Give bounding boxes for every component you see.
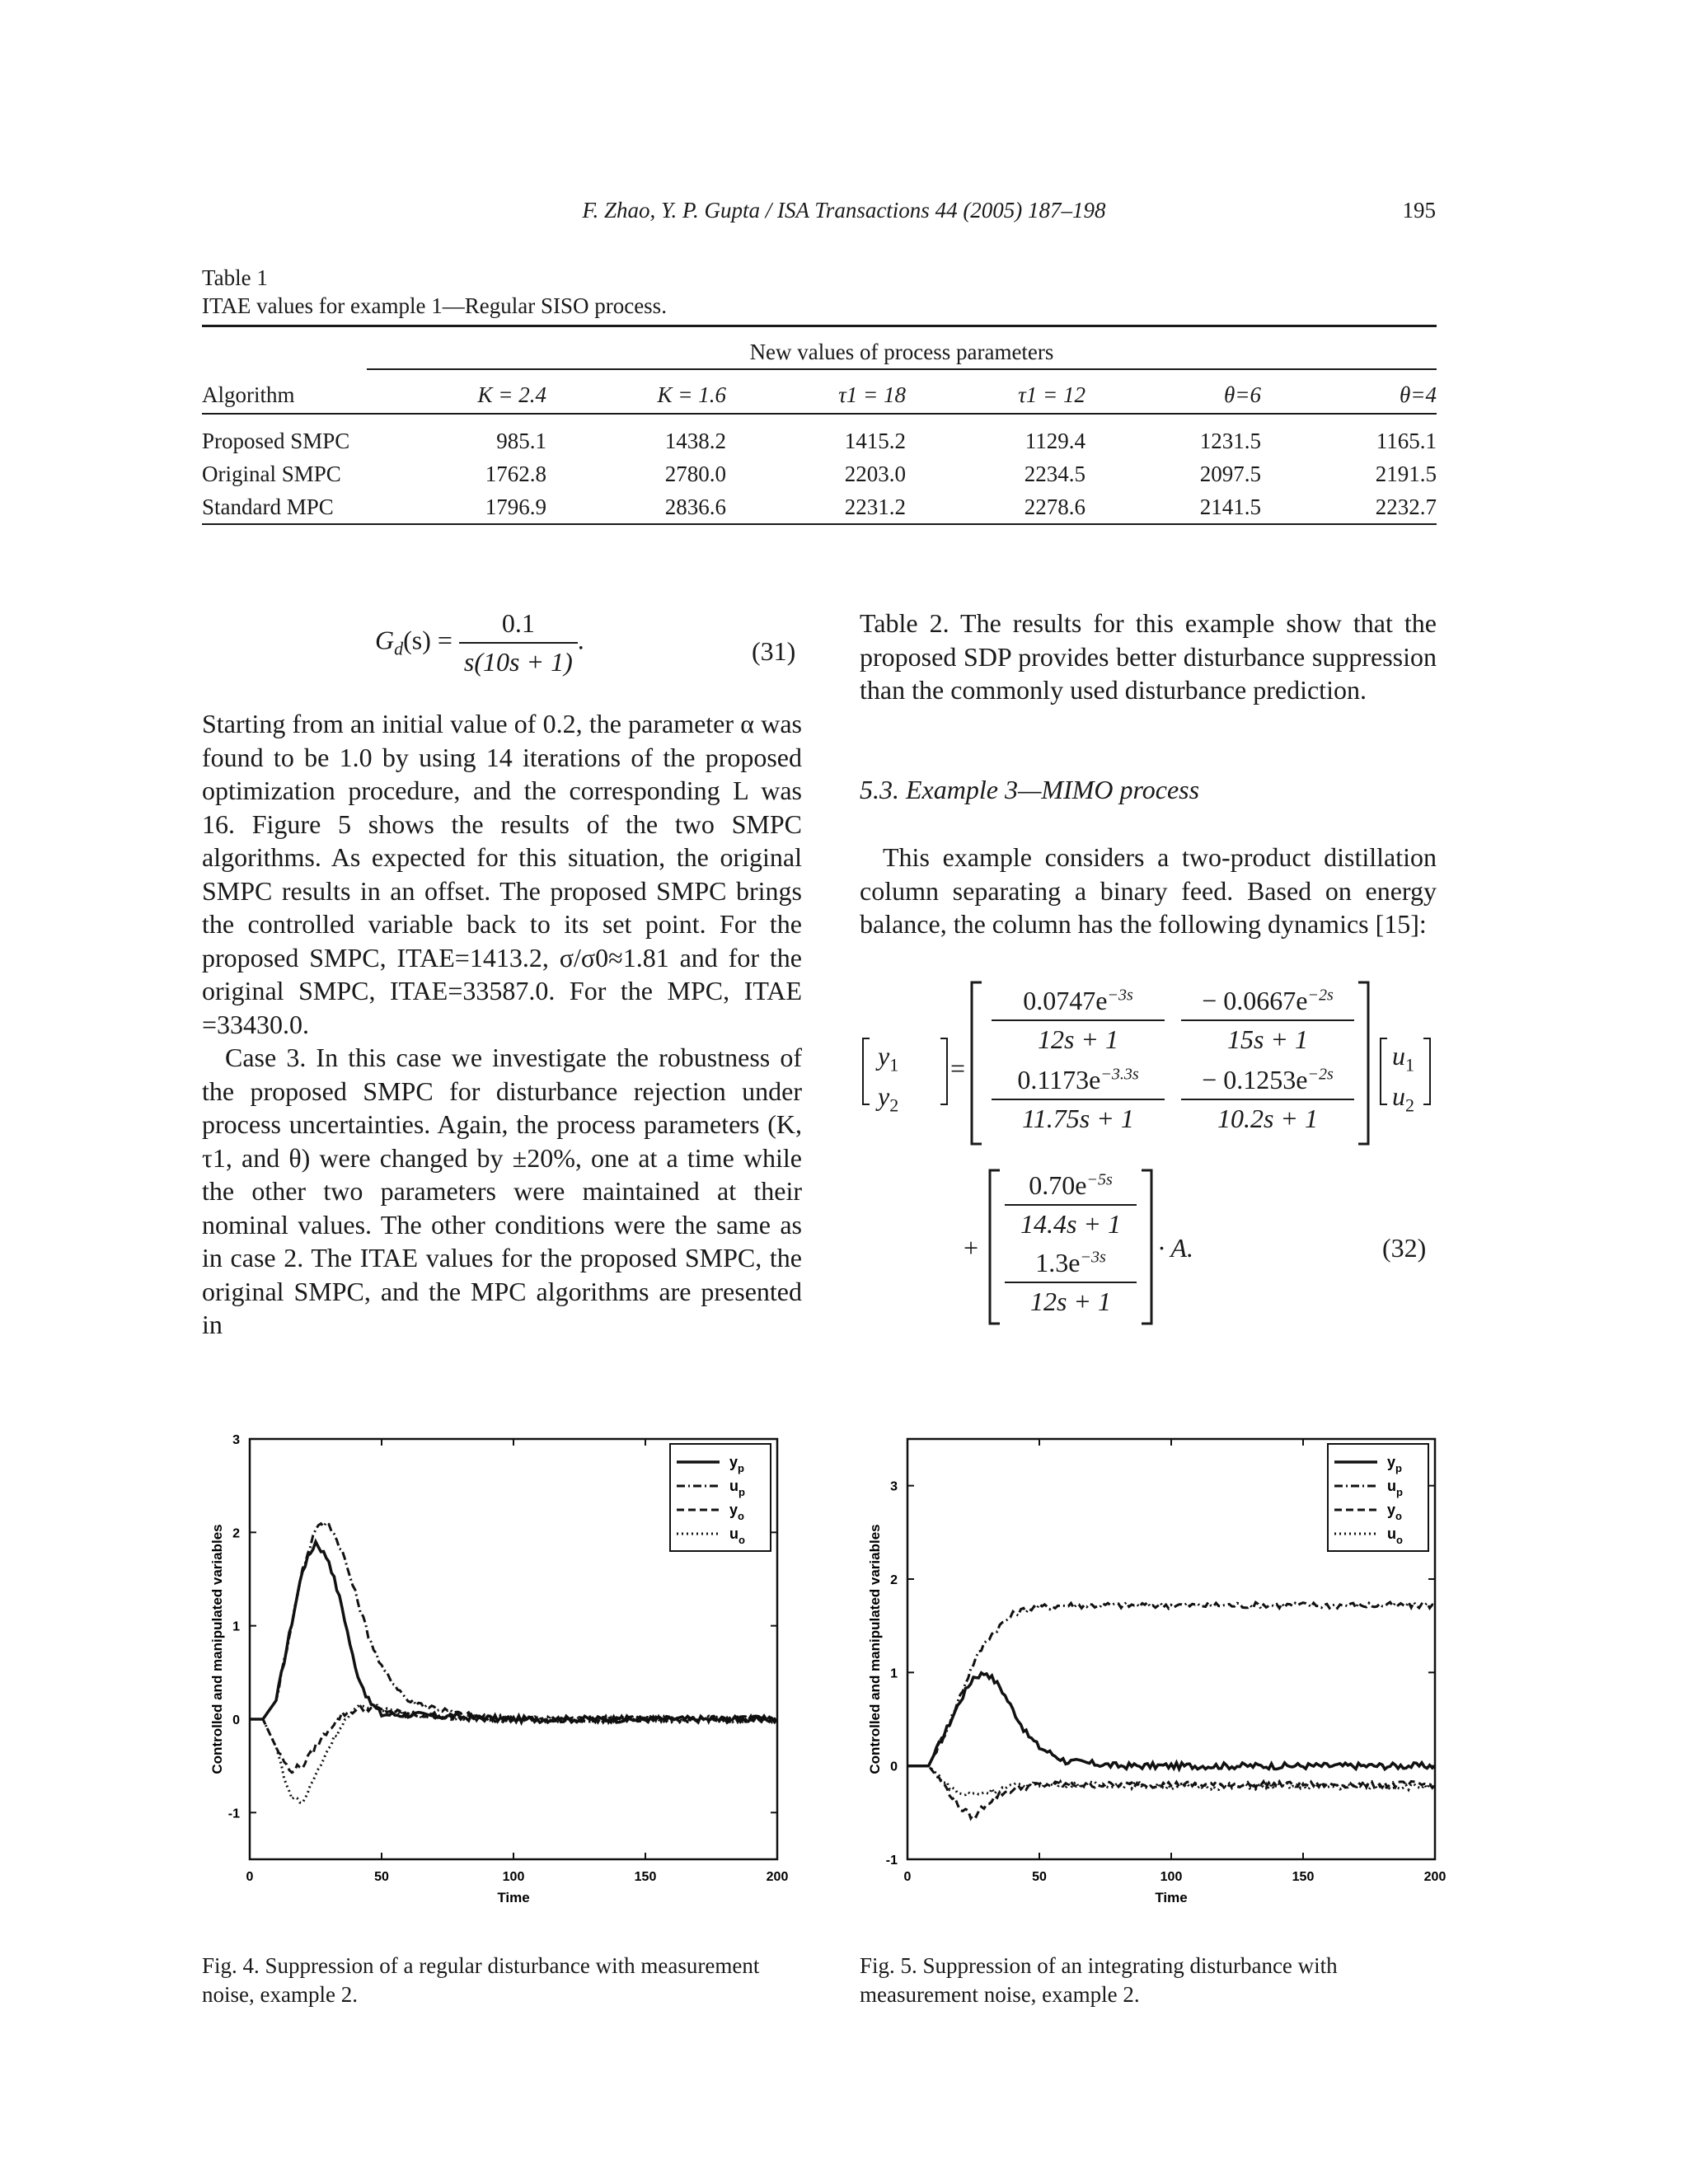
table-cell: 1796.9: [485, 494, 546, 519]
table-col-header: θ=4: [1400, 382, 1437, 407]
table-col-header: τ1 = 18: [838, 382, 906, 407]
x-tick-label: 0: [246, 1870, 254, 1884]
section-heading: 5.3. Example 3—MIMO process: [860, 775, 1200, 804]
y-tick-label: 2: [890, 1573, 898, 1587]
figure-4-caption: Fig. 4. Suppression of a regular disturbance with measurement noise, example 2.: [202, 1953, 760, 2007]
eq32-y1: y: [878, 1041, 890, 1071]
legend-label: $u_o$: [1387, 1526, 1403, 1546]
eq32-d1: [1005, 1170, 1137, 1240]
legend-box: [1328, 1444, 1428, 1551]
eq32-g22-num: − 0.1253e: [1202, 1065, 1308, 1094]
equation-32: [860, 981, 1437, 1335]
eq32-d1-exp: −5s: [1086, 1170, 1113, 1189]
eq32-u-vector: [1392, 1040, 1414, 1122]
table1-label: Table 1: [202, 265, 268, 290]
eq32-g11: [992, 986, 1165, 1055]
x-axis-label: Time: [1155, 1890, 1188, 1905]
eq32-g12-exp: −2s: [1307, 986, 1334, 1005]
eq32-g21-den: 11.75s + 1: [992, 1099, 1165, 1134]
eq32-g21-num: 0.1173e: [1017, 1065, 1101, 1094]
legend-label: $y_o$: [729, 1502, 744, 1522]
left-paragraph-2: Case 3. In this case we investigate the robustness of the proposed SMPC for disturbance rejection under process uncertainties. Again, the process parameters (K, τ1, and θ) were changed by ±20%, one at a time while the other two parameters were maintained at their nominal values. The other conditions were the same as in case 2. The ITAE values for the proposed SMPC, the original SMPC, and the MPC algorithms are presented in: [202, 1043, 802, 1339]
figure-4-chart: [202, 1434, 804, 1929]
running-head: F. Zhao, Y. P. Gupta / ISA Transactions 44 (2005) 187–198: [582, 198, 1106, 223]
legend-label: $u_p$: [729, 1478, 745, 1498]
table-row: [202, 490, 1437, 524]
figure-5-caption: Fig. 5. Suppression of an integrating disturbance with measurement noise, example 2.: [860, 1953, 1338, 2007]
eq32-g21: [992, 1065, 1165, 1134]
eq32-y-vector: [878, 1040, 898, 1122]
table-group-header: New values of process parameters: [749, 339, 1054, 364]
table-cell: 2232.7: [1375, 494, 1437, 519]
y-tick-label: -1: [885, 1854, 898, 1868]
table-row-label: Original SMPC: [202, 461, 341, 486]
eq31-fraction: [459, 608, 578, 677]
eq32-g22: [1181, 1065, 1354, 1134]
eq32-g12-den: 15s + 1: [1181, 1019, 1354, 1055]
page-number: 195: [1402, 198, 1436, 223]
right-paragraph-2: This example considers a two-product distillation column separating a binary feed. Based on energy balance, the column has the following dynamics [15]:: [860, 842, 1437, 939]
eq32-plus: +: [964, 1233, 979, 1263]
table-cell: 2278.6: [1024, 494, 1085, 519]
eq31-numerator: 0.1: [501, 608, 535, 638]
eq31-lhs-arg: (s) =: [403, 625, 452, 655]
eq32-g11-num: 0.0747e: [1023, 986, 1108, 1015]
table-col-header: τ1 = 12: [1018, 382, 1085, 407]
figure-5-chart: [860, 1434, 1461, 1929]
table-cell: 2097.5: [1199, 461, 1261, 486]
table-cell: 1415.2: [844, 428, 906, 453]
table-cell: 2203.0: [844, 461, 906, 486]
table1-caption: [202, 264, 667, 320]
table-col-algorithm: Algorithm: [202, 382, 295, 407]
legend-label: $u_o$: [729, 1526, 745, 1546]
eq32-g12: [1181, 986, 1354, 1055]
table-cell: 1438.2: [664, 428, 726, 453]
table-cell: 2191.5: [1375, 461, 1437, 486]
table-row: [202, 414, 1437, 457]
legend-label: $y_o$: [1387, 1502, 1402, 1522]
eq32-d2: [1005, 1248, 1137, 1317]
eq32-g12-num: − 0.0667e: [1202, 986, 1308, 1015]
eq32-d2-num: 1.3e: [1035, 1248, 1081, 1277]
eq32-d1-num: 0.70e: [1029, 1170, 1087, 1200]
eq31-number: (31): [752, 636, 796, 666]
table-cell: 1762.8: [485, 461, 546, 486]
equation-31: [375, 608, 584, 677]
eq32-g11-den: 12s + 1: [992, 1019, 1165, 1055]
x-tick-label: 100: [502, 1870, 525, 1884]
y-tick-label: -1: [227, 1807, 240, 1821]
eq31-tail: .: [577, 625, 584, 655]
table-row-label: Standard MPC: [202, 494, 334, 519]
legend-box: [670, 1444, 771, 1551]
eq32-equals: =: [950, 1053, 966, 1083]
y-tick-label: 0: [232, 1713, 240, 1727]
y-axis-label: Controlled and manipulated variables: [209, 1524, 225, 1774]
eq32-d2-exp: −3s: [1080, 1248, 1106, 1267]
x-axis-label: Time: [497, 1890, 530, 1905]
x-tick-label: 50: [1032, 1870, 1047, 1884]
y-axis-label: Controlled and manipulated variables: [867, 1524, 883, 1774]
eq32-y2: y: [878, 1081, 890, 1112]
table-cell: 1231.5: [1199, 428, 1261, 453]
table1-title: ITAE values for example 1—Regular SISO process.: [202, 293, 667, 318]
right-paragraph-1: Table 2. The results for this example show that the proposed SDP provides better disturbance suppression than the commonly used disturbance prediction.: [860, 608, 1437, 705]
eq32-g11-exp: −3s: [1107, 986, 1133, 1005]
table-cell: 2234.5: [1024, 461, 1085, 486]
eq32-u2: u: [1392, 1081, 1405, 1112]
table-cell: 2780.0: [664, 461, 726, 486]
eq32-u1-sub: 1: [1405, 1054, 1414, 1076]
y-tick-label: 1: [890, 1666, 898, 1681]
x-tick-label: 200: [1423, 1870, 1447, 1884]
eq32-number: (32): [1382, 1233, 1427, 1263]
eq32-u1: u: [1392, 1041, 1405, 1071]
table-cell: 1129.4: [1025, 428, 1085, 453]
eq32-tail: · A.: [1158, 1233, 1193, 1263]
x-tick-label: 50: [374, 1870, 389, 1884]
x-tick-label: 150: [634, 1870, 657, 1884]
eq32-d2-den: 12s + 1: [1005, 1282, 1137, 1317]
right-column-text: [860, 607, 1437, 707]
eq32-u2-sub: 2: [1405, 1094, 1414, 1116]
eq31-lhs: G: [375, 625, 395, 655]
table-col-header: K = 2.4: [477, 382, 546, 407]
table-col-header: K = 1.6: [657, 382, 726, 407]
eq32-g21-exp: −3.3s: [1100, 1065, 1139, 1084]
right-column-text-2: [860, 841, 1437, 941]
x-tick-label: 150: [1292, 1870, 1315, 1884]
x-tick-label: 100: [1160, 1870, 1183, 1884]
y-tick-label: 0: [890, 1760, 898, 1774]
table-row-label: Proposed SMPC: [202, 428, 350, 453]
table-cell: 2836.6: [664, 494, 726, 519]
x-tick-label: 200: [766, 1870, 789, 1884]
legend-label: $y_p$: [1387, 1454, 1402, 1474]
legend-label: $y_p$: [729, 1454, 744, 1474]
y-tick-label: 2: [232, 1526, 240, 1541]
eq32-d1-den: 14.4s + 1: [1005, 1204, 1137, 1240]
y-tick-label: 1: [232, 1619, 240, 1634]
eq31-denominator: s(10s + 1): [459, 642, 578, 677]
table-cell: 985.1: [496, 428, 546, 453]
table-col-header: θ=6: [1224, 382, 1261, 407]
y-tick-label: 3: [890, 1479, 898, 1494]
left-column-text: [202, 707, 802, 1342]
y-tick-label: 3: [232, 1434, 240, 1447]
eq32-y2-sub: 2: [889, 1094, 899, 1116]
eq32-g22-den: 10.2s + 1: [1181, 1099, 1354, 1134]
table-cell: 1165.1: [1376, 428, 1437, 453]
table-cell: 2141.5: [1199, 494, 1261, 519]
x-tick-label: 0: [903, 1870, 912, 1884]
eq31-lhs-sub: d: [394, 638, 404, 659]
left-paragraph-1: Starting from an initial value of 0.2, the parameter α was found to be 1.0 by using 14 iterations of the proposed optimization procedure, and the corresponding L was 16. Figure 5 shows the results of the two SMPC algorithms. As expected for this situation, the original SMPC results in an offset. The proposed SMPC brings the controlled variable back to its set point. For the proposed SMPC, ITAE=1413.2, σ/σ0≈1.81 and for the original SMPC, ITAE=33587.0. For the MPC, ITAE =33430.0.: [202, 709, 802, 1039]
table-cell: 2231.2: [844, 494, 906, 519]
table-row: [202, 457, 1437, 490]
legend-label: $u_p$: [1387, 1478, 1403, 1498]
itae-table: [202, 325, 1437, 525]
eq32-y1-sub: 1: [889, 1054, 899, 1076]
eq32-g22-exp: −2s: [1307, 1065, 1334, 1084]
